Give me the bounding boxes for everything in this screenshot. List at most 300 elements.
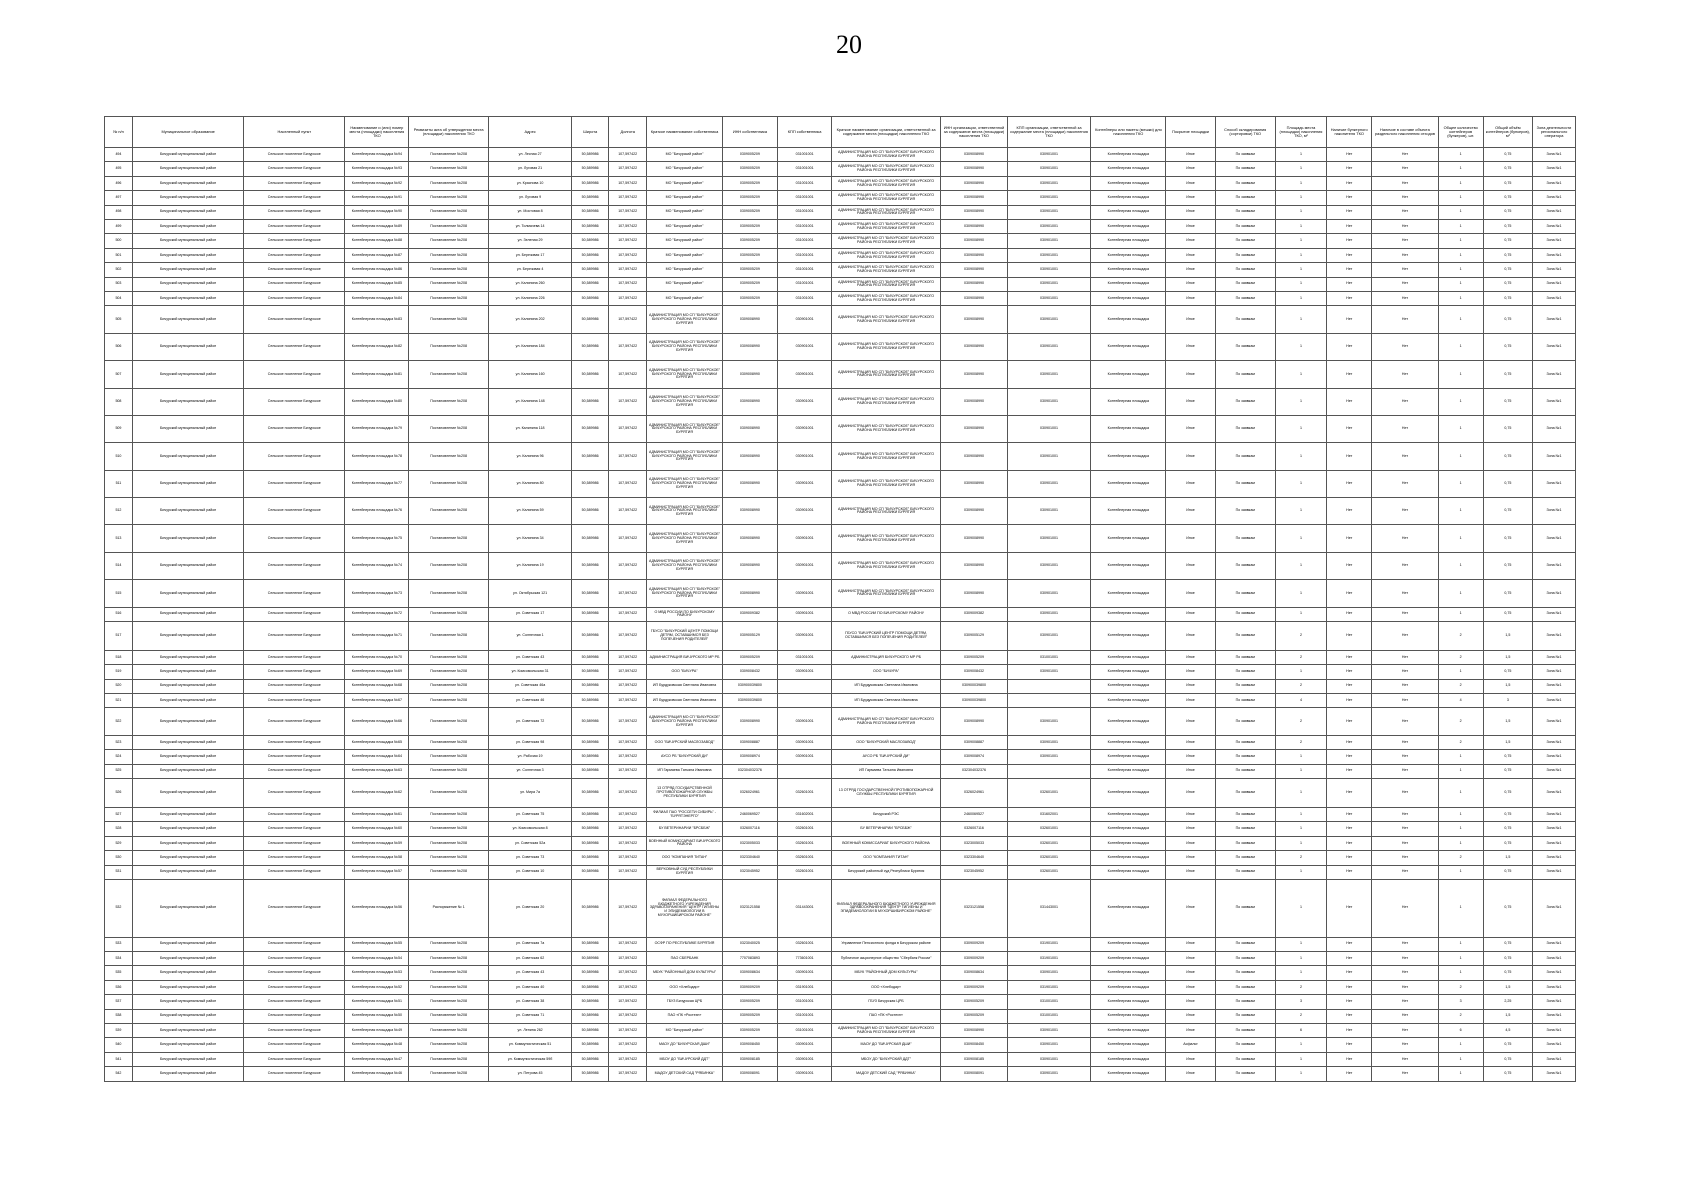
table-cell: 031001001: [778, 248, 832, 262]
table-cell: 107,597422: [608, 388, 647, 415]
table-cell: Контейнерная площадка: [1091, 807, 1166, 821]
table-cell: По заявкам: [1215, 191, 1275, 205]
table-cell: Нет: [1372, 162, 1438, 176]
table-cell: 1: [1438, 498, 1483, 525]
table-cell: 1: [1438, 361, 1483, 388]
column-header: Наличие в составе объекта раздельного накопления отходов: [1372, 117, 1438, 148]
table-cell: Бичурский муниципальный район: [132, 176, 244, 190]
table-cell: ул. Советская 46: [488, 694, 572, 708]
table-cell: Зона №1: [1532, 1023, 1575, 1037]
table-cell: Нет: [1372, 735, 1438, 749]
table-cell: Бичурский муниципальный район: [132, 694, 244, 708]
table-cell: 0309008990: [941, 1023, 1007, 1037]
table-cell: 50,589986: [572, 148, 608, 162]
table-cell: 0,75: [1483, 779, 1532, 808]
table-cell: Постановление №208: [409, 333, 488, 360]
table-cell: Зона №1: [1532, 851, 1575, 865]
table-cell: 107,597422: [608, 1052, 647, 1066]
table-cell: Постановление №208: [409, 764, 488, 778]
table-cell: 030901001: [1007, 735, 1091, 749]
table-cell: Сельское поселение Бичурское: [244, 220, 345, 234]
column-header: КПП собственника: [778, 117, 832, 148]
table-cell: 526: [105, 779, 133, 808]
table-cell: 030901001: [778, 415, 832, 442]
table-cell: Бичурский муниципальный район: [132, 851, 244, 865]
table-cell: 0,75: [1483, 306, 1532, 333]
table-cell: 1: [1438, 176, 1483, 190]
table-cell: 031602001: [1007, 807, 1091, 821]
table-cell: Зона №1: [1532, 879, 1575, 937]
table-row: [105, 277, 1576, 291]
table-cell: МАДОУ ДЕТСКИЙ САД "РЯБИНКА": [647, 1067, 722, 1081]
table-cell: 030901001: [1007, 1038, 1091, 1052]
table-cell: 1: [1438, 333, 1483, 360]
table-cell: 0,75: [1483, 1052, 1532, 1066]
table-cell: БУ ВЕТЕРИНАРИИ "БРСББЖ": [831, 822, 940, 836]
table-cell: Бичурский муниципальный район: [132, 162, 244, 176]
table-cell: 0309008990: [941, 361, 1007, 388]
table-cell: Нет: [1372, 415, 1438, 442]
table-cell: 50,589986: [572, 879, 608, 937]
table-cell: Сельское поселение Бичурское: [244, 498, 345, 525]
table-cell: О МВД РОССИИ ПО БИЧУРСКОМУ РАЙОНУ: [831, 607, 940, 621]
table-cell: Бичурский муниципальный район: [132, 679, 244, 693]
table-cell: 031901001: [1007, 937, 1091, 951]
table-cell: АДМИНИСТРАЦИЯ МО СП "БИЧУРСКОЕ" БИЧУРСКОГО РАЙОНА РЕСПУБЛИКИ БУРЯТИЯ: [831, 708, 940, 735]
table-cell: 50,589986: [572, 306, 608, 333]
table-cell: Сельское поселение Бичурское: [244, 764, 345, 778]
table-cell: Бичурский муниципальный район: [132, 980, 244, 994]
table-cell: 030901001: [778, 750, 832, 764]
table-cell: 031901001: [1007, 951, 1091, 965]
table-cell: Нет: [1327, 415, 1372, 442]
table-cell: Контейнерная площадка №58: [345, 851, 409, 865]
table-cell: 107,597422: [608, 176, 647, 190]
table-cell: Контейнерная площадка №49: [345, 1023, 409, 1037]
table-cell: ООО "БИЧУРА": [831, 665, 940, 679]
column-header: № п/п: [105, 117, 133, 148]
table-row: [105, 779, 1576, 808]
table-cell: 0309008990: [722, 525, 778, 552]
table-row: [105, 162, 1576, 176]
table-cell: 031001001: [778, 220, 832, 234]
table-cell: ул. Калинина 19: [488, 552, 572, 579]
table-cell: ул. Комсомольская 31: [488, 665, 572, 679]
table-cell: 50,589986: [572, 263, 608, 277]
table-cell: 1: [1438, 750, 1483, 764]
table-cell: 50,589986: [572, 750, 608, 764]
table-cell: 107,597422: [608, 836, 647, 850]
table-cell: 6: [1275, 1023, 1326, 1037]
table-cell: 3: [1483, 694, 1532, 708]
table-cell: Постановление №208: [409, 1067, 488, 1081]
table-cell: 50,589986: [572, 650, 608, 664]
table-cell: 0309005209: [722, 292, 778, 306]
table-cell: Нет: [1372, 764, 1438, 778]
table-row: [105, 995, 1576, 1009]
table-cell: 107,597422: [608, 205, 647, 219]
table-cell: 1: [1275, 415, 1326, 442]
table-cell: Иное: [1166, 263, 1215, 277]
table-cell: 1: [1275, 176, 1326, 190]
table-cell: Управление Пенсионного фонда в Бичурском районе: [831, 937, 940, 951]
table-cell: Контейнерная площадка: [1091, 995, 1166, 1009]
table-cell: ВОЕННЫЙ КОМИССАРИАТ БИЧУРСКОГО РАЙОНА: [831, 836, 940, 850]
table-cell: АУСО РБ "БИЧУРСКИЙ ДИ": [831, 750, 940, 764]
table-cell: Контейнерная площадка: [1091, 552, 1166, 579]
table-row: [105, 388, 1576, 415]
table-cell: МО "Бичурский район": [647, 220, 722, 234]
table-cell: Сельское поселение Бичурское: [244, 694, 345, 708]
table-cell: 0309008990: [941, 552, 1007, 579]
table-cell: По заявкам: [1215, 306, 1275, 333]
table-cell: 50,589986: [572, 333, 608, 360]
table-cell: Нет: [1372, 306, 1438, 333]
table-cell: 030901001: [778, 708, 832, 735]
table-cell: ИП Гармаева Татьяна Ивановна: [647, 764, 722, 778]
table-cell: Контейнерная площадка №72: [345, 607, 409, 621]
table-cell: 030901001: [1007, 388, 1091, 415]
table-cell: Зона №1: [1532, 176, 1575, 190]
column-header: Способ складирования (сортировки) ТКО: [1215, 117, 1275, 148]
table-cell: О МВД РОССИИ ПО БИЧУРСКОМУ РАЙОНУ: [647, 607, 722, 621]
table-cell: 0326007116: [941, 822, 1007, 836]
table-cell: 3: [1275, 995, 1326, 1009]
table-cell: 1: [1275, 498, 1326, 525]
table-cell: ВОЕННЫЙ КОМИССАРИАТ БИЧУРСКОГО РАЙОНА: [647, 836, 722, 850]
table-cell: Зона №1: [1532, 234, 1575, 248]
table-cell: 0,75: [1483, 220, 1532, 234]
table-cell: Контейнерная площадка: [1091, 851, 1166, 865]
table-cell: Нет: [1372, 1023, 1438, 1037]
table-cell: Иное: [1166, 708, 1215, 735]
table-cell: 50,589986: [572, 966, 608, 980]
table-cell: ул. Березовая 4: [488, 263, 572, 277]
table-cell: 50,589986: [572, 836, 608, 850]
table-cell: АДМИНИСТРАЦИЯ МО СП "БИЧУРСКОЕ" БИЧУРСКОГО РАЙОНА РЕСПУБЛИКИ БУРЯТИЯ: [831, 525, 940, 552]
table-cell: 107,597422: [608, 580, 647, 607]
table-cell: Нет: [1372, 191, 1438, 205]
table-cell: 1: [1275, 220, 1326, 234]
table-cell: Постановление №208: [409, 679, 488, 693]
table-cell: ул. Советская 43: [488, 966, 572, 980]
column-header: Долгота: [608, 117, 647, 148]
table-cell: Нет: [1372, 443, 1438, 470]
table-cell: Нет: [1327, 220, 1372, 234]
table-cell: Зона №1: [1532, 292, 1575, 306]
table-cell: 031901001: [778, 980, 832, 994]
table-cell: 030901001: [1007, 966, 1091, 980]
table-cell: Зона №1: [1532, 205, 1575, 219]
table-cell: По заявкам: [1215, 388, 1275, 415]
column-header: Площадь места (площадки) накопления ТКО, м²: [1275, 117, 1326, 148]
table-cell: Постановление №208: [409, 306, 488, 333]
table-cell: 529: [105, 836, 133, 850]
table-cell: Иное: [1166, 443, 1215, 470]
table-cell: 0,75: [1483, 937, 1532, 951]
table-cell: 0309005209: [941, 650, 1007, 664]
table-cell: 773601001: [778, 951, 832, 965]
table-cell: Постановление №208: [409, 552, 488, 579]
table-cell: АДМИНИСТРАЦИЯ МО СП "БИЧУРСКОЕ" БИЧУРСКОГО РАЙОНА РЕСПУБЛИКИ БУРЯТИЯ: [831, 162, 940, 176]
table-cell: 13 ОТРЯД ГОСУДАРСТВЕННОЙ ПРОТИВОПОЖАРНОЙ СЛУЖБЫ РЕСПУБЛИКИ БУРЯТИЯ: [831, 779, 940, 808]
table-row: [105, 580, 1576, 607]
table-cell: По заявкам: [1215, 263, 1275, 277]
table-cell: 107,597422: [608, 292, 647, 306]
table-cell: Контейнерная площадка №64: [345, 750, 409, 764]
table-cell: 0,75: [1483, 191, 1532, 205]
table-cell: Зона №1: [1532, 650, 1575, 664]
table-row: [105, 234, 1576, 248]
table-cell: Бичурский муниципальный район: [132, 191, 244, 205]
table-cell: АДМИНИСТРАЦИЯ МО СП "БИЧУРСКОЕ" БИЧУРСКОГО РАЙОНА РЕСПУБЛИКИ БУРЯТИЯ: [831, 263, 940, 277]
table-cell: 031443001: [778, 879, 832, 937]
table-cell: Постановление №208: [409, 162, 488, 176]
table-cell: 1: [1275, 937, 1326, 951]
table-cell: Нет: [1327, 779, 1372, 808]
table-cell: Контейнерная площадка: [1091, 277, 1166, 291]
table-cell: Иное: [1166, 470, 1215, 497]
table-cell: Зона №1: [1532, 865, 1575, 879]
table-cell: Контейнерная площадка №50: [345, 1009, 409, 1023]
table-cell: ул. Калинина 59: [488, 498, 572, 525]
table-cell: Нет: [1327, 807, 1372, 821]
table-cell: Бичурский муниципальный район: [132, 995, 244, 1009]
table-cell: Иное: [1166, 779, 1215, 808]
table-cell: 0326024961: [941, 779, 1007, 808]
table-cell: Нет: [1327, 708, 1372, 735]
table-cell: 505: [105, 306, 133, 333]
table-cell: По заявкам: [1215, 622, 1275, 651]
table-cell: 0309008990: [941, 148, 1007, 162]
table-cell: ул. Советская 75: [488, 807, 572, 821]
table-cell: 1: [1275, 443, 1326, 470]
table-cell: 2: [1275, 650, 1326, 664]
table-cell: Зона №1: [1532, 277, 1575, 291]
table-cell: 0323045952: [941, 865, 1007, 879]
table-cell: Бичурский муниципальный район: [132, 580, 244, 607]
table-cell: 030901001: [1007, 162, 1091, 176]
table-row: [105, 1067, 1576, 1081]
table-cell: 107,597422: [608, 470, 647, 497]
table-cell: Бичурский муниципальный район: [132, 205, 244, 219]
table-cell: Постановление №208: [409, 443, 488, 470]
table-cell: 0,75: [1483, 966, 1532, 980]
table-cell: Контейнерная площадка №87: [345, 248, 409, 262]
table-cell: Иное: [1166, 750, 1215, 764]
table-cell: Контейнерная площадка: [1091, 822, 1166, 836]
table-cell: 1,5: [1483, 851, 1532, 865]
table-cell: Нет: [1327, 443, 1372, 470]
table-cell: 030901001: [1007, 191, 1091, 205]
table-cell: ул. Советская 73: [488, 851, 572, 865]
table-cell: Нет: [1327, 735, 1372, 749]
table-cell: 0309008185: [941, 1052, 1007, 1066]
table-cell: 1: [1438, 248, 1483, 262]
table-cell: 2: [1275, 622, 1326, 651]
table-cell: Постановление №208: [409, 580, 488, 607]
table-cell: Нет: [1327, 498, 1372, 525]
table-cell: 107,597422: [608, 498, 647, 525]
table-cell: Иное: [1166, 176, 1215, 190]
table-cell: 523: [105, 735, 133, 749]
table-cell: 542: [105, 1067, 133, 1081]
table-cell: 0309008990: [941, 443, 1007, 470]
table-cell: 1: [1438, 1067, 1483, 1081]
table-row: [105, 622, 1576, 651]
table-cell: Зона №1: [1532, 580, 1575, 607]
table-cell: 1: [1438, 263, 1483, 277]
table-cell: 50,589986: [572, 937, 608, 951]
table-cell: ул. Калинина 226: [488, 292, 572, 306]
table-cell: МО "Бичурский район": [647, 1023, 722, 1037]
table-cell: 1: [1275, 361, 1326, 388]
table-cell: [1007, 694, 1091, 708]
table-body: [105, 148, 1576, 1082]
table-cell: Контейнерная площадка №91: [345, 191, 409, 205]
table-cell: 1: [1275, 205, 1326, 219]
table-cell: АДМИНИСТРАЦИЯ МО СП "БИЧУРСКОЕ" БИЧУРСКОГО РАЙОНА РЕСПУБЛИКИ БУРЯТИЯ: [647, 470, 722, 497]
table-cell: ул. Советская 98: [488, 735, 572, 749]
column-header: Адрес: [488, 117, 572, 148]
table-cell: МАОУ ДО "БИЧУРСКАЯ ДШИ": [831, 1038, 940, 1052]
table-cell: Зона №1: [1532, 148, 1575, 162]
table-cell: Нет: [1327, 607, 1372, 621]
table-cell: 0323040025: [722, 937, 778, 951]
table-cell: 0,75: [1483, 248, 1532, 262]
table-cell: Нет: [1372, 498, 1438, 525]
table-cell: Зона №1: [1532, 665, 1575, 679]
table-cell: Бичурский муниципальный район: [132, 1052, 244, 1066]
table-cell: Нет: [1327, 836, 1372, 850]
table-cell: МО "Бичурский район": [647, 234, 722, 248]
table-cell: 0309005129: [941, 622, 1007, 651]
table-cell: Контейнерная площадка: [1091, 650, 1166, 664]
table-cell: 1: [1275, 807, 1326, 821]
table-cell: Зона №1: [1532, 679, 1575, 693]
table-cell: 2: [1438, 708, 1483, 735]
table-cell: ул. Калинина 118: [488, 415, 572, 442]
table-cell: Нет: [1372, 708, 1438, 735]
table-cell: Сельское поселение Бичурское: [244, 443, 345, 470]
table-cell: Сельское поселение Бичурское: [244, 650, 345, 664]
table-cell: ул. Краснова 10: [488, 176, 572, 190]
table-cell: По заявкам: [1215, 443, 1275, 470]
table-cell: Зона №1: [1532, 220, 1575, 234]
table-cell: Нет: [1372, 552, 1438, 579]
table-cell: Нет: [1372, 1038, 1438, 1052]
table-cell: Постановление №208: [409, 822, 488, 836]
table-cell: МБУК "РАЙОННЫЙ ДОМ КУЛЬТУРЫ": [831, 966, 940, 980]
table-cell: 50,589986: [572, 951, 608, 965]
table-cell: 531: [105, 865, 133, 879]
column-header: Покрытие площадки: [1166, 117, 1215, 148]
table-cell: Бичурский муниципальный район: [132, 498, 244, 525]
table-row: [105, 1052, 1576, 1066]
table-cell: По заявкам: [1215, 292, 1275, 306]
table-cell: 0,75: [1483, 1067, 1532, 1081]
table-cell: 030901001: [1007, 498, 1091, 525]
table-cell: 030901001: [1007, 306, 1091, 333]
table-cell: 1: [1275, 1052, 1326, 1066]
table-cell: ООО «Хлебодар»: [647, 980, 722, 994]
table-cell: Контейнерная площадка: [1091, 205, 1166, 219]
table-cell: 0309009209: [941, 980, 1007, 994]
table-cell: 030901001: [778, 622, 832, 651]
table-cell: Контейнерная площадка: [1091, 879, 1166, 937]
table-cell: 032601001: [1007, 836, 1091, 850]
table-cell: 107,597422: [608, 879, 647, 937]
table-cell: Нет: [1372, 205, 1438, 219]
table-cell: 1: [1275, 552, 1326, 579]
table-cell: 031001001: [1007, 995, 1091, 1009]
table-cell: 514: [105, 552, 133, 579]
table-cell: 031001001: [778, 148, 832, 162]
table-cell: Сельское поселение Бичурское: [244, 980, 345, 994]
table-cell: Сельское поселение Бичурское: [244, 1009, 345, 1023]
table-cell: Зона №1: [1532, 191, 1575, 205]
table-cell: Нет: [1327, 361, 1372, 388]
table-cell: 518: [105, 650, 133, 664]
table-cell: 0,75: [1483, 951, 1532, 965]
table-cell: ГБУЗ Бичурская ЦРБ: [647, 995, 722, 1009]
table-cell: 50,589986: [572, 580, 608, 607]
table-cell: Нет: [1327, 263, 1372, 277]
table-cell: 502: [105, 263, 133, 277]
table-cell: 1: [1275, 148, 1326, 162]
table-cell: 2460069527: [722, 807, 778, 821]
table-cell: 1: [1275, 1038, 1326, 1052]
table-cell: Зона №1: [1532, 822, 1575, 836]
table-cell: Нет: [1372, 779, 1438, 808]
table-cell: 030900039800: [722, 694, 778, 708]
table-cell: ООО "БИЧУРСКИЙ МАСЛОЗАВОД": [831, 735, 940, 749]
table-cell: Нет: [1327, 851, 1372, 865]
table-cell: 0309008974: [722, 750, 778, 764]
table-cell: 50,589986: [572, 764, 608, 778]
table-cell: Иное: [1166, 388, 1215, 415]
table-cell: Бичурский муниципальный район: [132, 879, 244, 937]
table-cell: Контейнерная площадка: [1091, 525, 1166, 552]
table-cell: АДМИНИСТРАЦИЯ МО СП "БИЧУРСКОЕ" БИЧУРСКОГО РАЙОНА РЕСПУБЛИКИ БУРЯТИЯ: [647, 443, 722, 470]
table-cell: Иное: [1166, 879, 1215, 937]
table-cell: Иное: [1166, 980, 1215, 994]
table-cell: Нет: [1327, 1038, 1372, 1052]
table-cell: Сельское поселение Бичурское: [244, 1038, 345, 1052]
table-cell: Нет: [1372, 292, 1438, 306]
table-cell: Нет: [1372, 248, 1438, 262]
table-cell: Сельское поселение Бичурское: [244, 995, 345, 1009]
table-cell: Зона №1: [1532, 162, 1575, 176]
table-cell: По заявкам: [1215, 607, 1275, 621]
table-cell: Нет: [1372, 650, 1438, 664]
table-cell: 50,589986: [572, 622, 608, 651]
table-cell: Контейнерная площадка: [1091, 191, 1166, 205]
table-cell: Постановление №208: [409, 951, 488, 965]
table-cell: По заявкам: [1215, 650, 1275, 664]
table-cell: 0309005209: [941, 1009, 1007, 1023]
table-cell: 520: [105, 679, 133, 693]
table-cell: Иное: [1166, 552, 1215, 579]
table-cell: 2460069527: [941, 807, 1007, 821]
table-cell: Постановление №208: [409, 176, 488, 190]
table-cell: 0309008990: [941, 580, 1007, 607]
table-cell: 1: [1275, 764, 1326, 778]
table-cell: Иное: [1166, 951, 1215, 965]
table-cell: Контейнерная площадка: [1091, 176, 1166, 190]
table-cell: Постановление №208: [409, 735, 488, 749]
table-cell: Зона №1: [1532, 708, 1575, 735]
